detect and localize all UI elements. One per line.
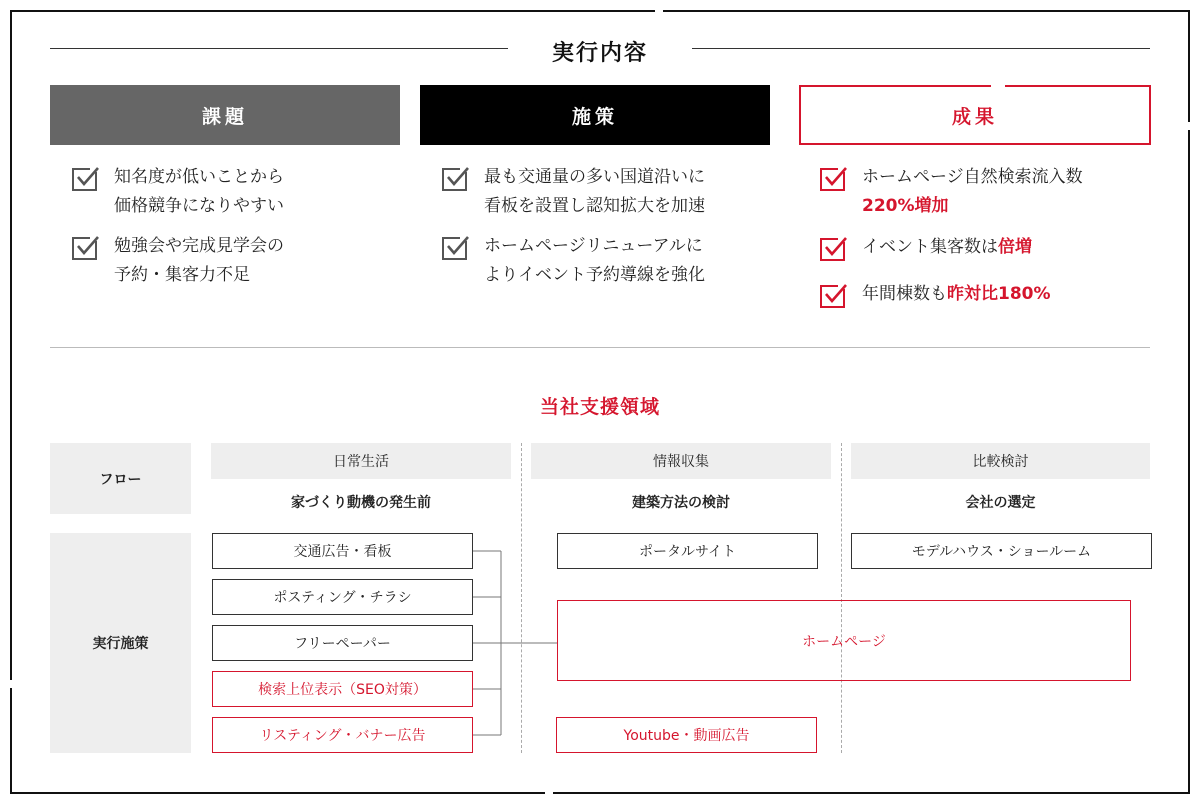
page-title: 実行内容 (551, 41, 648, 66)
action-portal-site: ポータルサイト (557, 533, 818, 569)
stage-compare-sub: 会社の選定 (965, 495, 1036, 511)
stage-info: 情報収集 (531, 443, 831, 479)
result-line: イベント集客数は (862, 237, 998, 257)
result-highlight: 昨対比180% (947, 284, 1051, 304)
result-line: 年間棟数も (862, 284, 947, 304)
action-traffic-ads: 交通広告・看板 (212, 533, 473, 569)
issue-line: 予約・集客力不足 (114, 265, 250, 285)
action-listing-ads: リスティング・バナー広告 (212, 717, 473, 753)
result-highlight: 倍増 (998, 237, 1032, 257)
issue-line: 知名度が低いことから (114, 167, 284, 187)
measure-line: 看板を設置し認知拡大を加速 (484, 196, 705, 216)
action-posting-flyers: ポスティング・チラシ (212, 579, 473, 615)
measure-line: よりイベント予約導線を強化 (484, 265, 705, 285)
results-header-label: 成果 (951, 105, 998, 128)
action-model-house: モデルハウス・ショールーム (851, 533, 1152, 569)
stage-daily-sub: 家づくり動機の発生前 (291, 495, 431, 511)
result-line: ホームページ自然検索流入数 (862, 167, 1083, 187)
issues-header: 課題 (50, 85, 400, 145)
stage-daily: 日常生活 (211, 443, 511, 479)
action-seo: 検索上位表示（SEO対策） (212, 671, 473, 707)
action-free-paper: フリーペーパー (212, 625, 473, 661)
stage-info-sub: 建築方法の検討 (632, 495, 730, 511)
measure-line: ホームページリニューアルに (484, 236, 703, 256)
action-youtube: Youtube・動画広告 (556, 717, 817, 753)
issue-line: 価格競争になりやすい (114, 196, 284, 216)
result-highlight: 220%増加 (862, 196, 949, 216)
stage-compare: 比較検討 (851, 443, 1150, 479)
support-title: 当社支援領域 (539, 396, 660, 418)
row-label-flow: フロー (50, 443, 191, 514)
measures-header: 施策 (420, 85, 770, 145)
homepage-box: ホームページ (557, 600, 1131, 681)
issue-line: 勉強会や完成見学会の (114, 236, 284, 256)
measure-line: 最も交通量の多い国道沿いに (484, 167, 705, 187)
row-label-actions: 実行施策 (50, 533, 191, 753)
